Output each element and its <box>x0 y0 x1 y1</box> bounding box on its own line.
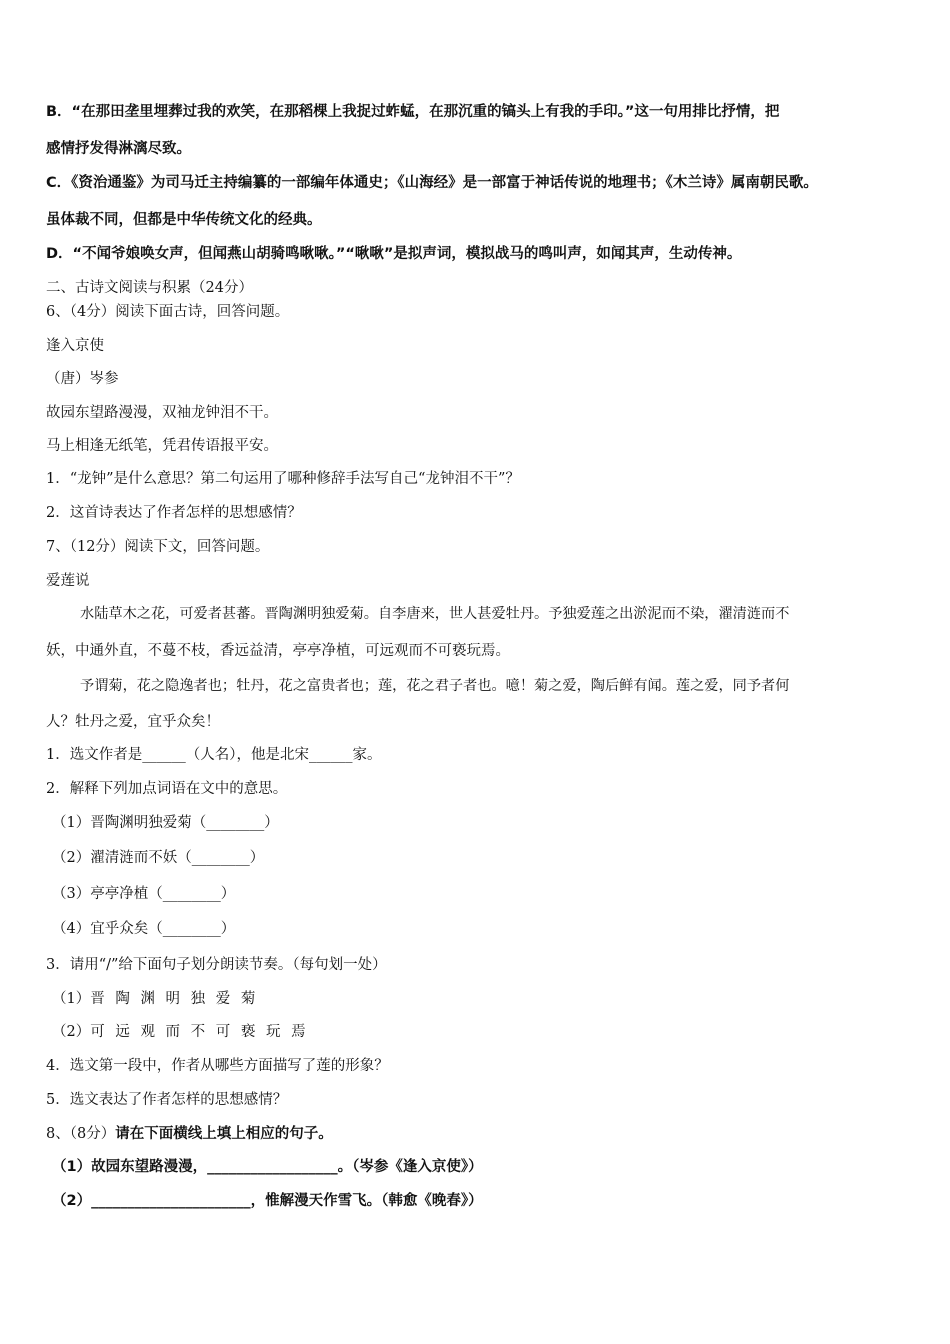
essay-title: 爱莲说 <box>46 573 90 589</box>
option-b-line2: 感情抒发得淋漓尽致。 <box>46 141 191 157</box>
question-8-item-2: （2）______________________，惟解漫天作雪飞。（韩愈《晚春》） <box>52 1193 483 1209</box>
option-c-line2: 虽体裁不同，但都是中华传统文化的经典。 <box>46 212 322 228</box>
question-7-2-item-3: （3）亭亭净植（________） <box>52 886 236 902</box>
question-6: 6、（4分）阅读下面古诗，回答问题。 <box>46 304 290 320</box>
question-8-prefix: 8、（8分） <box>46 1126 116 1142</box>
option-d-line1: D．“不闻爷娘唤女声，但闻燕山胡骑鸣啾啾。”“啾啾”是拟声词，模拟战马的鸣叫声，如闻其声，生动传神。 <box>46 246 742 262</box>
essay-para-2-line-2: 人？牡丹之爱，宜乎众矣！ <box>46 714 220 730</box>
question-7-3: 3．请用“/”给下面句子划分朗读节奏。（每句划一处） <box>46 957 387 973</box>
question-7-4: 4．选文第一段中，作者从哪些方面描写了莲的形象？ <box>46 1058 389 1074</box>
question-7: 7、（12分）阅读下文，回答问题。 <box>46 539 270 555</box>
poem-line-1: 故园东望路漫漫，双袖龙钟泪不干。 <box>46 405 278 421</box>
question-7-3-item-2: （2）可 远 观 而 不 可 亵 玩 焉 <box>52 1024 306 1040</box>
question-8 <box>46 1124 916 1144</box>
essay-para-2-line-1: 予谓菊，花之隐逸者也；牡丹，花之富贵者也；莲，花之君子者也。噫！菊之爱，陶后鲜有闻。莲之爱，同予者何 <box>80 678 790 694</box>
essay-para-1-line-1: 水陆草木之花，可爱者甚蕃。晋陶渊明独爱菊。自李唐来，世人甚爱牡丹。予独爱莲之出淤泥而不染，濯清涟而不 <box>80 606 790 622</box>
question-7-2-item-2: （2）濯清涟而不妖（________） <box>52 850 265 866</box>
question-7-2-item-1: （1）晋陶渊明独爱菊（________） <box>52 815 279 831</box>
poem-title: 逢入京使 <box>46 338 104 354</box>
question-7-1: 1．选文作者是______（人名），他是北宋______家。 <box>46 747 382 763</box>
question-7-5: 5．选文表达了作者怎样的思想感情？ <box>46 1092 288 1108</box>
essay-para-1-line-2: 妖，中通外直，不蔓不枝，香远益清，亭亭净植，可远观而不可亵玩焉。 <box>46 643 510 659</box>
question-7-2: 2．解释下列加点词语在文中的意思。 <box>46 781 288 797</box>
question-6-2: 2．这首诗表达了作者怎样的思想感情？ <box>46 505 302 521</box>
option-b-line1: B．“在那田垄里埋葬过我的欢笑，在那稻棵上我捉过蚱蜢，在那沉重的镐头上有我的手印。”这一句用排比抒情，把 <box>46 104 780 120</box>
question-7-3-item-1: （1）晋 陶 渊 明 独 爱 菊 <box>52 991 256 1007</box>
section-2-heading: 二、古诗文阅读与积累（24分） <box>46 280 253 296</box>
option-c-line1: C．《资治通鉴》为司马迁主持编纂的一部编年体通史；《山海经》是一部富于神话传说的地理书；《木兰诗》属南朝民歌。 <box>46 175 818 191</box>
poem-line-2: 马上相逢无纸笔，凭君传语报平安。 <box>46 438 278 454</box>
question-8-item-1: （1）故园东望路漫漫，__________________。（岑参《逢入京使》） <box>52 1159 483 1175</box>
question-7-2-item-4: （4）宜乎众矣（________） <box>52 921 236 937</box>
poem-author: （唐）岑参 <box>46 371 119 387</box>
question-8-instruction: 请在下面横线上填上相应的句子。 <box>115 1126 333 1142</box>
question-6-1: 1．“龙钟”是什么意思？第二句运用了哪种修辞手法写自己“龙钟泪不干”？ <box>46 471 520 487</box>
